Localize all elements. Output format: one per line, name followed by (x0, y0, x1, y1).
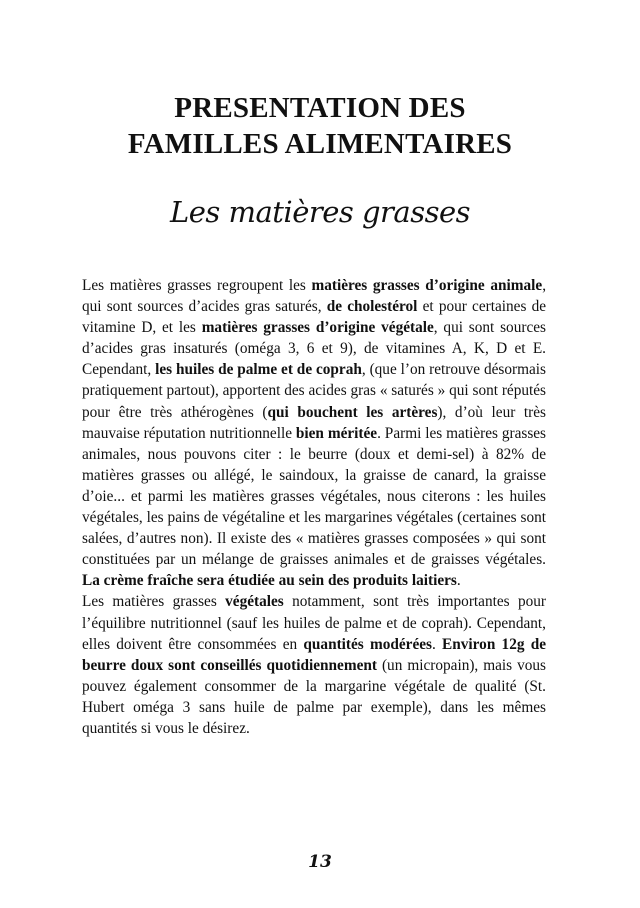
bold-run: matières grasses d’origine animale (311, 277, 543, 294)
bold-run: qui bouchent les artères (267, 403, 438, 421)
bold-run: Environ 12g de beurre doux sont conseillés quotidiennement (82, 635, 547, 674)
body-text (82, 275, 546, 739)
section-subtitle: Les matières grasses (169, 195, 471, 229)
page-number: 13 (308, 852, 332, 872)
text-run: notamment, sont très importantes pour l’équilibre nutritionnel (sauf les huiles de palme et de coprah). Cependant, elles doivent être consommées en (82, 593, 546, 653)
page-title (0, 90, 640, 162)
bold-run: bien méritée (295, 424, 378, 442)
bold-run: quantités modérées (303, 635, 432, 653)
text-run: . Parmi les matières grasses animales, nous pouvons citer : le beurre (doux et demi-sel) à 82% de matières grasses ou allégé, le saindoux, la graisse de canard, la graisse d’oie... et parmi les matières grasses végétales, nous citerons : les huiles végétales, les pains de végétaline et les margarines végétales (certaines sont salées, d’autres non). Il existe des « matières grasses composées » qui sont constituées par un mélange de graisses animales et de graisses végétales. (82, 424, 547, 569)
text-run: , qui sont sources d’acides gras insaturés (oméga 3, 6 et 9), de vitamines A, K, D et E. Cependant, (82, 319, 546, 379)
bold-run: végétales (225, 593, 284, 611)
text-run: et pour certaines de vitamine D, et les (82, 298, 547, 337)
title-line-1: PRESENTATION DES (174, 92, 466, 124)
text-run: Les matières grasses (82, 593, 226, 611)
text-run: , qui sont sources d’acides gras saturés, (82, 277, 547, 316)
text-run: . (456, 572, 461, 590)
bold-run: La crème fraîche sera étudiée au sein des produits laitiers (82, 572, 457, 590)
bold-run: de cholestérol (326, 298, 418, 316)
text-run: ), d’où leur très mauvaise réputation nutritionnelle (82, 403, 546, 442)
text-run: Les matières grasses regroupent les (82, 277, 312, 294)
text-run: (un micropain), mais vous pouvez également consommer de la margarine végétale de qualité (St. Hubert oméga 3 sans huile de palme par exemple), dans les mêmes quantités si vous le désirez. (82, 656, 546, 737)
bold-run: les huiles de palme et de coprah (155, 361, 362, 379)
title-line-2: FAMILLES ALIMENTAIRES (127, 128, 513, 160)
bold-run: matières grasses d’origine végétale (201, 319, 434, 337)
text-run: , (que l’on retrouve désormais pratiquement partout), apportent des acides gras « saturés » qui sont réputés pour être très athérogènes ( (82, 361, 546, 421)
text-run: . (432, 635, 443, 653)
